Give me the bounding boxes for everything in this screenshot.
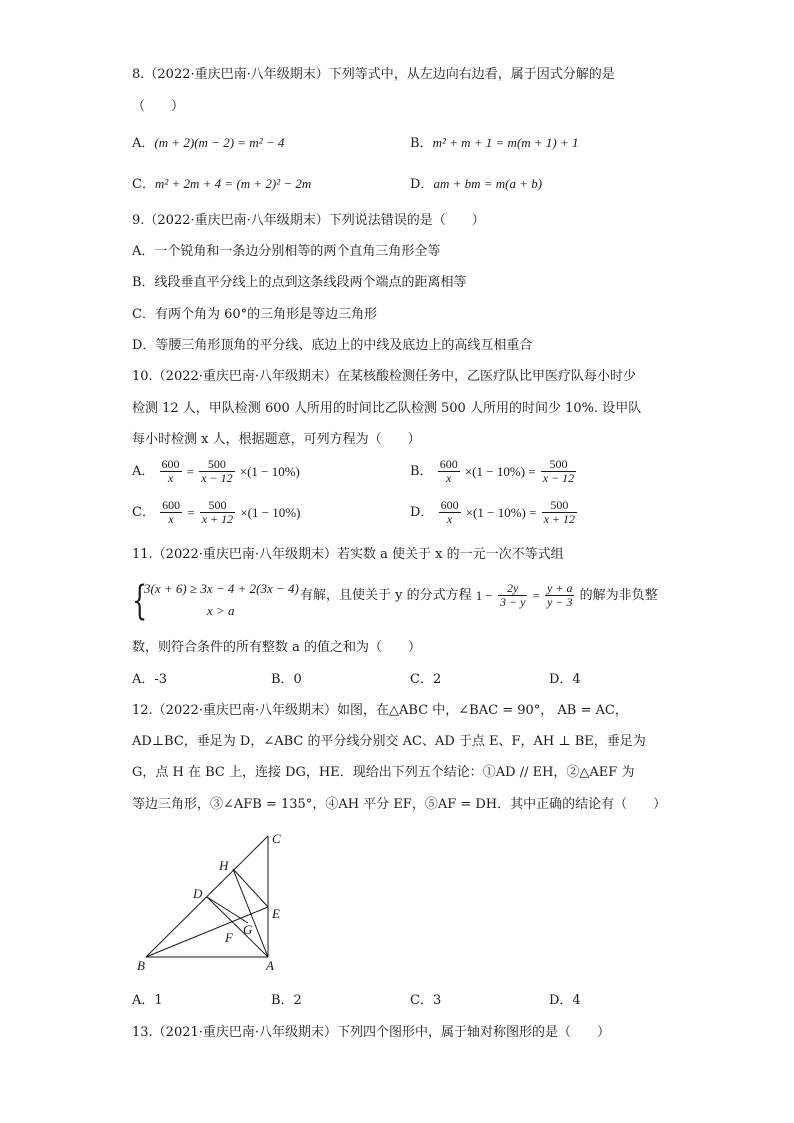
q12-stem-line4: 等边三角形，③∠AFB = 135°，④AH 平分 EF，⑤AF = DH．其中正确的结论有（ ） [132, 797, 667, 812]
q8-answer-paren: （ ） [132, 99, 185, 114]
inequality-system [132, 579, 312, 623]
q9-option-c: C．有两个角为 60°的三角形是等边三角形 [132, 307, 378, 322]
q11-stem-line3: 数，则符合条件的所有整数 a 的值之和为（ ） [132, 640, 422, 655]
inequality-1: 3(x + 6) ≥ 3x − 4 + 2(3x − 4) [144, 581, 299, 596]
q11-option-c: C．2 [410, 672, 442, 687]
q9-option-d: D．等腰三角形顶角的平分线、底边上的中线及底边上的高线互相重合 [132, 338, 533, 353]
triangle-figure [135, 826, 295, 976]
fraction: $\frac{2y}{3 - y}$ [499, 581, 526, 609]
inequality-2: x > a [207, 603, 235, 618]
segment-dg [207, 897, 248, 923]
left-brace-icon: { [132, 578, 148, 624]
q11-stem-line1: 11.（2022·重庆巴南·八年级期末）若实数 a 使关于 x 的一元一次不等式组 [132, 547, 564, 562]
fraction: $\frac{y + a}{y - 3}$ [547, 581, 573, 609]
q10-stem-line2: 检测 12 人，甲队检测 600 人所用的时间比乙队检测 500 人所用的时间少 10%. 设甲队 [132, 401, 642, 416]
q9-stem: 9.（2022·重庆巴南·八年级期末）下列说法错误的是（ ） [132, 213, 485, 228]
math-expression: (m + 2)(m − 2) = m² − 4 [154, 135, 285, 150]
q11-stem-line2: 有解，且使关于 y 的分式方程 1 − $\frac{2y}{3 - y}$ = $\frac{y + a}{y - 3}$ 的解为非负整 [300, 581, 658, 609]
fraction: $\frac{500}{x - 12}$ [201, 457, 233, 485]
fraction: $\frac{500}{x + 12}$ [543, 498, 576, 526]
fraction: $\frac{600}{x}$ [440, 498, 459, 526]
q8-option-b [410, 134, 579, 153]
option-letter: D． [410, 177, 434, 192]
option-letter: D． [410, 504, 434, 520]
fraction: $\frac{500}{x + 12}$ [201, 498, 234, 526]
q10-option-b: B． $\frac{600}{x}$ ×(1 − 10%) = $\frac{500}{x - 12}$ [410, 457, 575, 485]
option-letter: A． [132, 136, 155, 151]
fraction: $\frac{600}{x}$ [162, 498, 181, 526]
q12-stem-line2: AD⊥BC，垂足为 D，∠ABC 的平分线分别交 AC、AD 于点 E、F，AH ⊥ BE，垂足为 [132, 734, 646, 749]
option-letter: C． [132, 177, 155, 192]
q12-stem-line1: 12.（2022·重庆巴南·八年级期末）如图，在△ABC 中，∠BAC = 90°， AB = AC， [132, 703, 628, 718]
q10-stem-line1: 10.（2022·重庆巴南·八年级期末）在某核酸检测任务中，乙医疗队比甲医疗队每小时少 [132, 369, 637, 384]
figure-lines [146, 836, 268, 957]
fraction: $\frac{500}{x - 12}$ [542, 457, 575, 485]
q11-option-a: A．-3 [132, 672, 168, 687]
q10-stem-line3: 每小时检测 x 人，根据题意，可列方程为（ ） [132, 432, 421, 447]
q11-option-d: D．4 [549, 672, 581, 687]
q8-stem: 8.（2022·重庆巴南·八年级期末）下列等式中，从左边向右边看，属于因式分解的是 [132, 67, 615, 82]
label-h: H [219, 858, 229, 873]
fraction: $\frac{600}{x}$ [161, 457, 180, 485]
math-expression: am + bm = m(a + b) [433, 176, 543, 191]
option-letter: B． [410, 136, 433, 151]
q11-option-b: B．0 [271, 672, 302, 687]
label-d: D [193, 886, 203, 901]
q12-option-d: D．4 [549, 993, 581, 1008]
q9-option-a: A．一个锐角和一条边分别相等的两个直角三角形全等 [132, 244, 441, 259]
q12-option-b: B．2 [271, 993, 302, 1008]
q12-option-c: C．3 [410, 993, 442, 1008]
q10-option-a: A． $\frac{600}{x}$ = $\frac{500}{x - 12}$ ×(1 − 10%) [132, 457, 300, 485]
q8-option-d [410, 175, 542, 194]
label-c: C [272, 831, 281, 846]
q9-option-b: B．线段垂直平分线上的点到这条线段两个端点的距离相等 [132, 275, 467, 290]
option-letter: A． [132, 463, 155, 479]
label-b: B [137, 958, 145, 973]
option-letter: B． [410, 463, 433, 479]
label-g: G [243, 922, 253, 937]
segment-ah [233, 869, 268, 957]
q10-option-c: C． $\frac{600}{x}$ = $\frac{500}{x + 12}$ ×(1 − 10%) [132, 498, 301, 526]
math-expression: m² + m + 1 = m(m + 1) + 1 [432, 135, 579, 150]
segment-ad [207, 897, 268, 957]
math-expression: m² + 2m + 4 = (m + 2)² − 2m [154, 176, 312, 191]
q12-stem-line3: G，点 H 在 BC 上，连接 DG，HE．现给出下列五个结论：①AD // EH，②△AEF 为 [132, 765, 635, 780]
q10-option-d: D． $\frac{600}{x}$ ×(1 − 10%) = $\frac{500}{x + 12}$ [410, 498, 576, 526]
fraction: $\frac{600}{x}$ [439, 457, 458, 485]
q13-stem: 13.（2021·重庆巴南·八年级期末）下列四个图形中，属于轴对称图形的是（ ） [132, 1025, 611, 1040]
segment-he [233, 869, 268, 907]
label-f: F [225, 930, 233, 945]
label-e: E [272, 906, 280, 921]
q12-option-a: A．1 [132, 993, 163, 1008]
label-a: A [266, 958, 274, 973]
option-letter: C． [132, 504, 155, 520]
q8-option-c [132, 175, 311, 194]
q8-option-a [132, 134, 284, 153]
